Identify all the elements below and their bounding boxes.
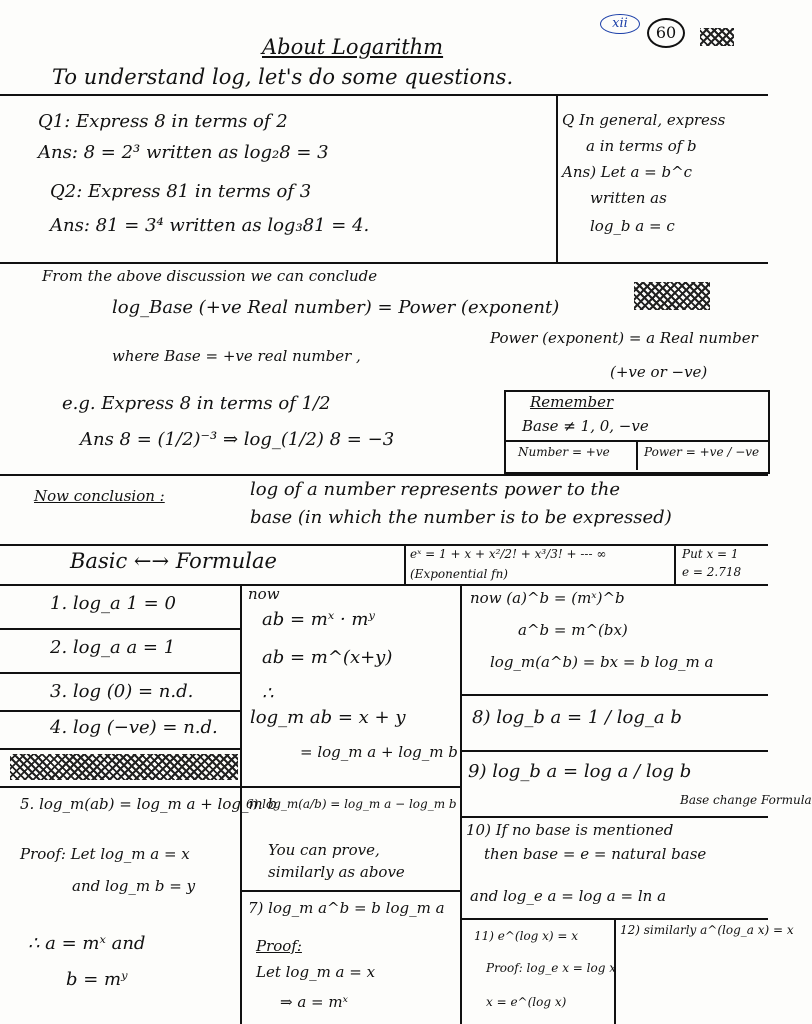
divider — [0, 262, 768, 264]
struck-out-line — [10, 754, 238, 780]
divider — [0, 672, 240, 674]
general-a2: written as — [590, 189, 667, 207]
divider — [240, 890, 460, 892]
scribble-mark — [634, 282, 710, 310]
e-value: e = 2.718 — [682, 565, 742, 579]
mid-line3: log_m ab = x + y — [250, 707, 406, 728]
basic-1: 1. log_a 1 = 0 — [50, 593, 176, 614]
general-q: Q In general, express — [562, 111, 726, 129]
rule-9: 9) log_b a = log a / log b — [468, 761, 692, 782]
right-line3: log_m(a^b) = bx = b log_m a — [490, 653, 714, 671]
conclude-line5: (+ve or −ve) — [610, 363, 708, 381]
rule-10-line3: and log_e a = log a = ln a — [470, 887, 667, 905]
proof-line4: b = mʸ — [66, 969, 128, 990]
now-conclusion-line2: base (in which the number is to be expressed) — [250, 507, 672, 528]
rule-6: 6) log_m(a/b) = log_m a − log_m b — [246, 797, 457, 811]
divider — [460, 750, 768, 752]
divider — [0, 628, 240, 630]
mid-now: now — [248, 585, 280, 603]
divider — [0, 786, 240, 788]
divider — [0, 748, 240, 750]
rule-12: 12) similarly a^(log_a x) = x — [620, 923, 794, 937]
divider — [674, 544, 676, 584]
remember-title: Remember — [530, 393, 614, 411]
rule-7-line2: ⇒ a = mˣ — [280, 993, 348, 1011]
rule-11-line: x = e^(log x) — [486, 995, 567, 1009]
right-line1: now (a)^b = (mˣ)^b — [470, 589, 625, 607]
rule-6-note2: similarly as above — [268, 863, 405, 881]
q2-text: Q2: Express 81 in terms of 3 — [50, 181, 312, 202]
divider — [0, 584, 768, 586]
q1-text: Q1: Express 8 in terms of 2 — [38, 111, 288, 132]
put-x: Put x = 1 — [682, 547, 739, 561]
divider — [0, 710, 240, 712]
rule-7-line1: Let log_m a = x — [256, 963, 376, 981]
divider — [636, 440, 638, 470]
mid-therefore: ∴ — [262, 683, 274, 704]
right-line2: a^b = m^(bx) — [518, 621, 628, 639]
rule-11: 11) e^(log x) = x — [474, 929, 579, 943]
a2-text: Ans: 81 = 3⁴ written as log₃81 = 4. — [50, 215, 370, 236]
intro-text: To understand log, let's do some questions. — [52, 65, 514, 89]
conclude-line2: log_Base (+ve Real number) = Power (exponent) — [112, 297, 560, 318]
rule-7-proof: Proof: — [256, 937, 302, 955]
a1-text: Ans: 8 = 2³ written as log₂8 = 3 — [38, 142, 329, 163]
exp-series: eˣ = 1 + x + x²/2! + x³/3! + --- ∞ — [410, 547, 607, 561]
basic-2: 2. log_a a = 1 — [50, 637, 176, 658]
rule-9-note: Base change Formula — [680, 793, 812, 807]
divider — [460, 584, 462, 1024]
rule-10-line1: 10) If no base is mentioned — [466, 821, 674, 839]
now-conclusion-label: Now conclusion : — [34, 487, 165, 505]
remember-number: Number = +ve — [518, 445, 610, 459]
remember-base: Base ≠ 1, 0, −ve — [522, 417, 649, 435]
example-text: e.g. Express 8 in terms of 1/2 — [62, 393, 331, 414]
general-a3: log_b a = c — [590, 217, 675, 235]
conclude-line4: Power (exponent) = a Real number — [490, 329, 758, 347]
proof-line2: and log_m b = y — [72, 877, 196, 895]
general-q2: a in terms of b — [586, 137, 697, 155]
rule-7: 7) log_m a^b = b log_m a — [248, 899, 445, 917]
conclude-line3: where Base = +ve real number , — [112, 347, 361, 365]
example-answer: Ans 8 = (1/2)⁻³ ⇒ log_(1/2) 8 = −3 — [80, 429, 395, 450]
mid-line2: ab = m^(x+y) — [262, 647, 393, 668]
mid-line1: ab = mˣ · mʸ — [262, 609, 375, 630]
divider — [240, 786, 460, 788]
class-tag: xii — [600, 14, 640, 34]
divider — [0, 474, 768, 476]
page-title: About Logarithm — [262, 35, 444, 59]
divider — [460, 816, 768, 818]
divider — [0, 94, 768, 96]
scribble-mark — [700, 28, 734, 46]
now-conclusion-line1: log of a number represents power to the — [250, 479, 620, 500]
conclude-line1: From the above discussion we can conclude — [42, 267, 378, 285]
divider — [460, 694, 768, 696]
remember-power: Power = +ve / −ve — [644, 445, 760, 459]
general-a: Ans) Let a = b^c — [562, 163, 693, 181]
basic-formulae-header: Basic ←→ Formulae — [70, 549, 277, 573]
exp-note: (Exponential fn) — [410, 567, 508, 581]
proof-line3: ∴ a = mˣ and — [28, 933, 146, 954]
divider — [404, 544, 406, 584]
rule-6-note1: You can prove, — [268, 841, 380, 859]
mid-line4: = log_m a + log_m b — [300, 743, 458, 761]
rule-11-proof: Proof: log_e x = log x — [486, 961, 616, 975]
divider — [556, 94, 558, 262]
proof-line1: Proof: Let log_m a = x — [20, 845, 190, 863]
basic-3: 3. log (0) = n.d. — [50, 681, 194, 702]
basic-4: 4. log (−ve) = n.d. — [50, 717, 218, 738]
rule-10-line2: then base = e = natural base — [484, 845, 707, 863]
rule-8: 8) log_b a = 1 / log_a b — [472, 707, 682, 728]
page-number: 60 — [647, 18, 685, 48]
divider — [0, 544, 768, 546]
basic-5: 5. log_m(ab) = log_m a + log_m b — [20, 795, 278, 813]
